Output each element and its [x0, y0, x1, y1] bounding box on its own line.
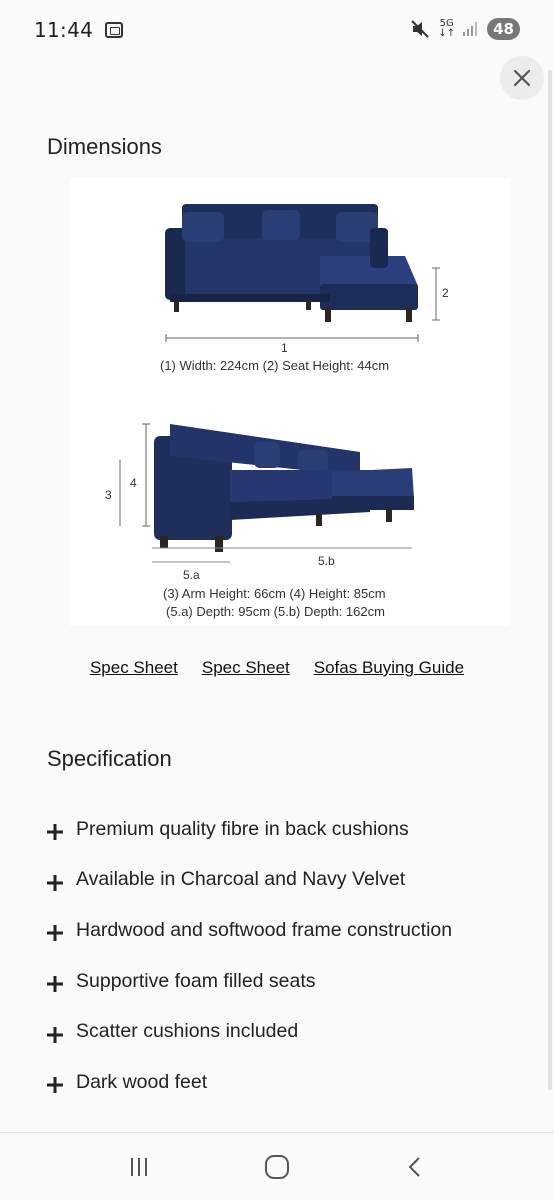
dimension-label-1: 1	[281, 341, 288, 355]
recents-button[interactable]	[119, 1147, 159, 1187]
spec-sheet-link-2[interactable]: Spec Sheet	[201, 658, 290, 677]
spec-item[interactable]	[46, 1057, 452, 1108]
screenshot-icon	[105, 22, 123, 38]
spec-item[interactable]	[46, 905, 452, 956]
specification-list	[46, 804, 452, 1108]
home-button[interactable]	[257, 1147, 297, 1187]
spec-item-text: Available in Charcoal and Navy Velvet	[76, 868, 406, 891]
spec-item[interactable]	[46, 956, 452, 1007]
signal-icon	[463, 22, 479, 36]
dimension-label-2: 2	[442, 286, 449, 300]
sofas-buying-guide-link[interactable]: Sofas Buying Guide	[313, 658, 465, 677]
network-type: 5G	[439, 18, 454, 29]
network-indicator	[438, 19, 455, 39]
spec-item[interactable]	[46, 1006, 452, 1057]
home-icon	[264, 1154, 290, 1180]
plus-icon	[46, 823, 64, 841]
close-button[interactable]	[500, 56, 544, 100]
back-button[interactable]	[395, 1147, 435, 1187]
plus-icon	[46, 1076, 64, 1094]
back-icon	[403, 1155, 427, 1179]
spec-item-text: Dark wood feet	[76, 1070, 208, 1093]
specification-heading: Specification	[47, 746, 172, 771]
close-icon	[513, 69, 531, 87]
mute-icon	[410, 19, 430, 39]
dimension-label-4: 4	[130, 476, 137, 490]
dimension-label-5b: 5.b	[318, 554, 335, 568]
spec-item[interactable]	[46, 855, 452, 906]
dimensions-caption-2: (3) Arm Height: 66cm (4) Height: 85cm	[163, 586, 386, 601]
spec-item-text: Scatter cushions included	[76, 1020, 299, 1043]
status-icons	[410, 18, 520, 40]
dimensions-heading: Dimensions	[47, 134, 162, 159]
status-bar	[0, 0, 554, 60]
plus-icon	[46, 1026, 64, 1044]
spec-item-text: Hardwood and softwood frame construction	[76, 918, 453, 941]
dimensions-caption-3: (5.a) Depth: 95cm (5.b) Depth: 162cm	[166, 604, 385, 619]
scrollbar[interactable]	[548, 70, 552, 1090]
dimension-label-5a: 5.a	[183, 568, 200, 582]
recents-icon	[127, 1155, 151, 1179]
spec-sheet-link-1[interactable]: Spec Sheet	[89, 658, 178, 677]
dimension-label-3: 3	[105, 488, 112, 502]
status-time: 11:44	[34, 18, 94, 42]
plus-icon	[46, 975, 64, 993]
spec-item-text: Supportive foam filled seats	[76, 969, 316, 992]
navigation-bar	[0, 1132, 554, 1200]
sofa-front-view	[70, 196, 510, 346]
links-row	[0, 658, 554, 678]
plus-icon	[46, 874, 64, 892]
sofa-side-view	[70, 416, 510, 566]
battery-badge: 48	[487, 18, 520, 40]
network-arrows: ↓↑	[438, 28, 456, 39]
spec-item-text: Premium quality fibre in back cushions	[76, 817, 409, 840]
dimensions-caption-1: (1) Width: 224cm (2) Seat Height: 44cm	[160, 358, 390, 373]
dimensions-image	[70, 178, 510, 626]
plus-icon	[46, 924, 64, 942]
spec-item[interactable]	[46, 804, 452, 855]
